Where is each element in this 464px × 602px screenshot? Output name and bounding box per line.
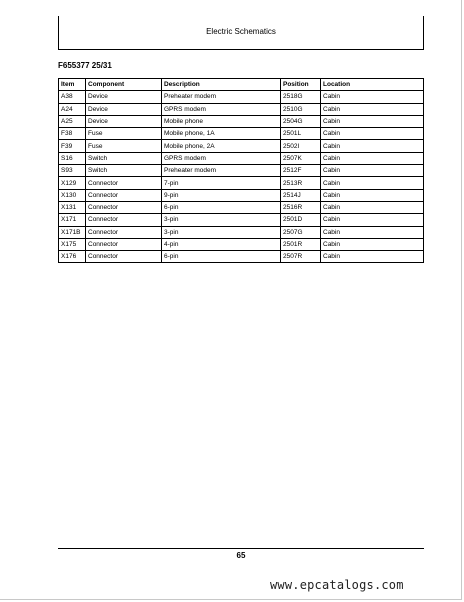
cell-component: Fuse xyxy=(86,128,162,140)
cell-component: Connector xyxy=(86,214,162,226)
cell-description: 6-pin xyxy=(162,201,281,213)
cell-description: Mobile phone, 2A xyxy=(162,140,281,152)
cell-item: X175 xyxy=(59,238,86,250)
cell-item: X171 xyxy=(59,214,86,226)
cell-component: Connector xyxy=(86,177,162,189)
cell-item: X131 xyxy=(59,201,86,213)
column-header-location: Location xyxy=(321,79,424,91)
cell-location: Cabin xyxy=(321,115,424,127)
cell-item: X130 xyxy=(59,189,86,201)
cell-location: Cabin xyxy=(321,152,424,164)
cell-location: Cabin xyxy=(321,226,424,238)
cell-description: GPRS modem xyxy=(162,103,281,115)
cell-position: 2507K xyxy=(281,152,321,164)
cell-item: S16 xyxy=(59,152,86,164)
cell-component: Switch xyxy=(86,152,162,164)
cell-component: Connector xyxy=(86,189,162,201)
cell-component: Connector xyxy=(86,238,162,250)
cell-component: Connector xyxy=(86,226,162,238)
cell-location: Cabin xyxy=(321,177,424,189)
cell-location: Cabin xyxy=(321,201,424,213)
cell-position: 2510G xyxy=(281,103,321,115)
cell-item: F39 xyxy=(59,140,86,152)
footer-divider xyxy=(58,548,424,549)
watermark-text: www.epcatalogs.com xyxy=(270,578,404,592)
cell-description: 3-pin xyxy=(162,226,281,238)
cell-component: Switch xyxy=(86,165,162,177)
table-row xyxy=(59,91,424,103)
cell-location: Cabin xyxy=(321,165,424,177)
cell-component: Fuse xyxy=(86,140,162,152)
document-reference: F655377 25/31 xyxy=(58,61,112,70)
cell-location: Cabin xyxy=(321,214,424,226)
cell-description: Preheater modem xyxy=(162,91,281,103)
table-row xyxy=(59,152,424,164)
table-row xyxy=(59,103,424,115)
table-row xyxy=(59,214,424,226)
page-header xyxy=(58,16,424,50)
cell-position: 2518G xyxy=(281,91,321,103)
components-table xyxy=(58,78,424,263)
cell-item: X171B xyxy=(59,226,86,238)
header-title: Electric Schematics xyxy=(206,27,276,36)
cell-position: 2504G xyxy=(281,115,321,127)
cell-description: 9-pin xyxy=(162,189,281,201)
cell-description: 4-pin xyxy=(162,238,281,250)
cell-description: 7-pin xyxy=(162,177,281,189)
cell-item: X176 xyxy=(59,251,86,263)
cell-location: Cabin xyxy=(321,103,424,115)
cell-item: F38 xyxy=(59,128,86,140)
table-row xyxy=(59,128,424,140)
table-header-row xyxy=(59,79,424,91)
cell-position: 2501D xyxy=(281,214,321,226)
table-row xyxy=(59,226,424,238)
cell-component: Connector xyxy=(86,201,162,213)
cell-location: Cabin xyxy=(321,189,424,201)
cell-position: 2514J xyxy=(281,189,321,201)
cell-location: Cabin xyxy=(321,91,424,103)
cell-description: 3-pin xyxy=(162,214,281,226)
cell-position: 2507G xyxy=(281,226,321,238)
table-row xyxy=(59,177,424,189)
cell-item: X129 xyxy=(59,177,86,189)
cell-position: 2501R xyxy=(281,238,321,250)
cell-description: GPRS modem xyxy=(162,152,281,164)
cell-component: Connector xyxy=(86,251,162,263)
cell-location: Cabin xyxy=(321,238,424,250)
table-body xyxy=(59,91,424,263)
table-row xyxy=(59,140,424,152)
cell-position: 2502I xyxy=(281,140,321,152)
page-number: 65 xyxy=(236,551,246,560)
column-header-position: Position xyxy=(281,79,321,91)
cell-item: A24 xyxy=(59,103,86,115)
cell-description: Mobile phone xyxy=(162,115,281,127)
table-row xyxy=(59,238,424,250)
cell-position: 2507R xyxy=(281,251,321,263)
cell-position: 2512F xyxy=(281,165,321,177)
cell-description: Preheater modem xyxy=(162,165,281,177)
cell-component: Device xyxy=(86,103,162,115)
cell-description: Mobile phone, 1A xyxy=(162,128,281,140)
cell-location: Cabin xyxy=(321,128,424,140)
cell-item: A38 xyxy=(59,91,86,103)
cell-location: Cabin xyxy=(321,251,424,263)
column-header-description: Description xyxy=(162,79,281,91)
cell-position: 2513R xyxy=(281,177,321,189)
cell-component: Device xyxy=(86,91,162,103)
cell-component: Device xyxy=(86,115,162,127)
table-row xyxy=(59,251,424,263)
cell-position: 2501L xyxy=(281,128,321,140)
table-row xyxy=(59,115,424,127)
column-header-component: Component xyxy=(86,79,162,91)
cell-location: Cabin xyxy=(321,140,424,152)
cell-position: 2516R xyxy=(281,201,321,213)
cell-description: 6-pin xyxy=(162,251,281,263)
cell-item: A25 xyxy=(59,115,86,127)
column-header-item: Item xyxy=(59,79,86,91)
table-row xyxy=(59,165,424,177)
table-row xyxy=(59,201,424,213)
cell-item: S93 xyxy=(59,165,86,177)
table-row xyxy=(59,189,424,201)
